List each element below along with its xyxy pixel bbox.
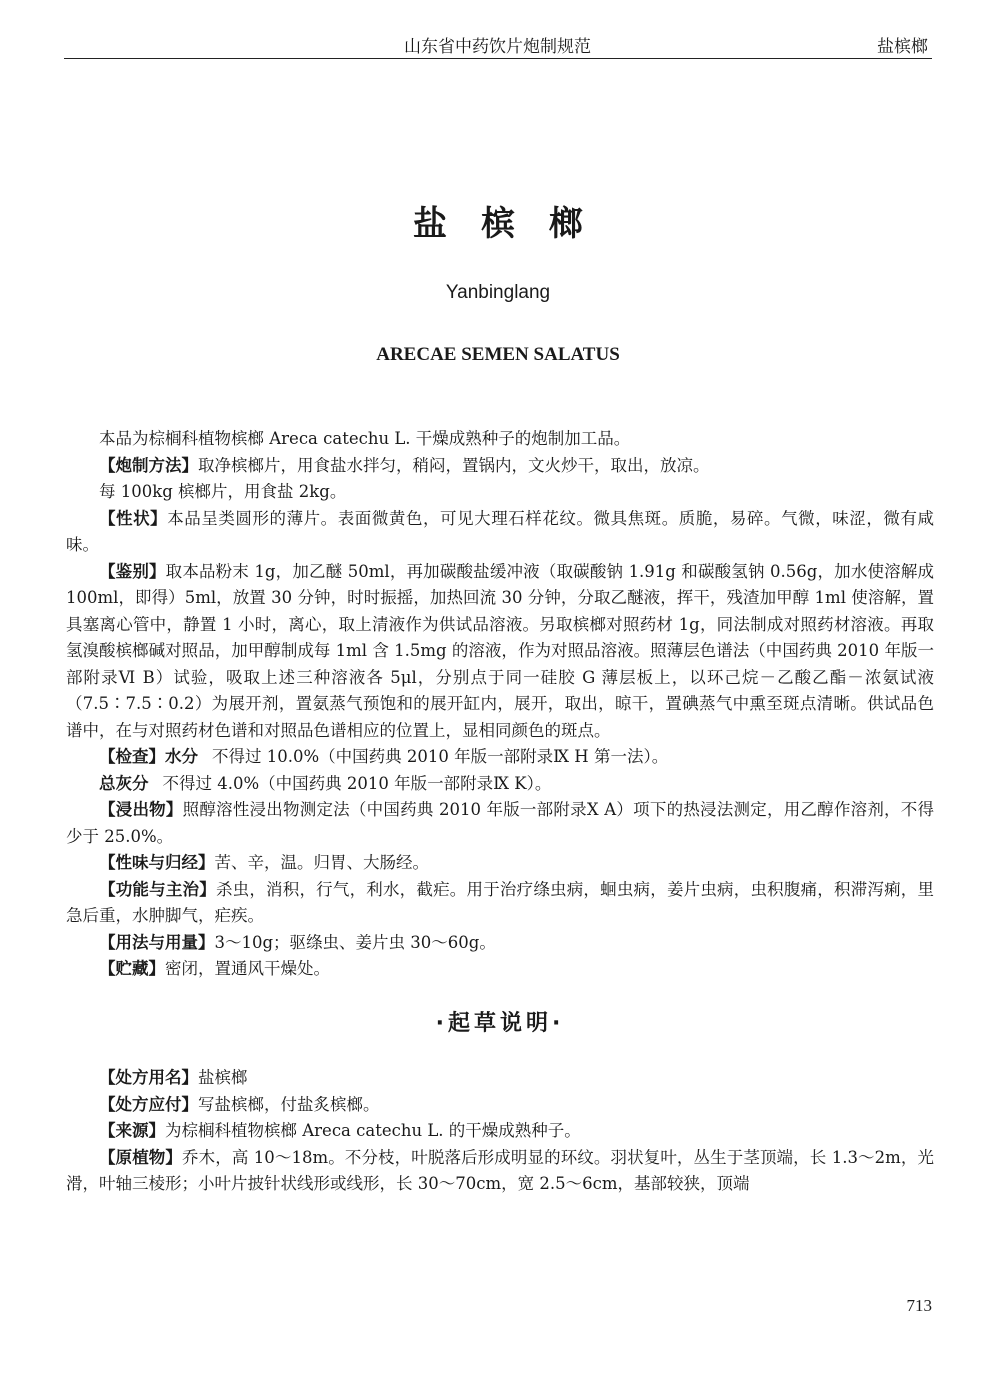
identification-section — [66, 559, 934, 745]
monograph-pinyin: Yanbinglang — [445, 282, 551, 303]
properties-label: 【性状】 — [99, 508, 168, 528]
processing-section — [66, 453, 934, 480]
dispensing-label: 【处方应付】 — [99, 1094, 198, 1114]
ash-label: 总灰分 — [99, 773, 149, 793]
plant-section — [66, 1145, 934, 1198]
prescription-name-section — [66, 1065, 934, 1092]
nature-section — [66, 850, 934, 877]
book-title: 山东省中药饮片炮制规范 — [404, 37, 591, 57]
moisture-text: 不得过 10.0%（中国药典 2010 年版一部附录Ⅸ H 第一法）。 — [212, 747, 669, 766]
prescription-name-label: 【处方用名】 — [99, 1068, 198, 1087]
prescription-name-text: 盐槟榔 — [198, 1068, 248, 1087]
function-text: 杀虫，消积，行气，利水，截疟。用于治疗绦虫病，蛔虫病，姜片虫病，虫积腹痛，积滞泻痢，里急后重，水肿脚气，疟疾。 — [66, 879, 935, 925]
processing-text: 取净槟榔片，用食盐水拌匀，稍闷，置锅内，文火炒干，取出，放凉。 — [198, 455, 710, 475]
plant-text: 乔木，高 10～18m。不分枝，叶脱落后形成明显的环纹。羽状复叶，丛生于茎顶端，长 1.3～2m，光滑，叶轴三棱形；小叶片披针状线形或线形，长 30～70cm，宽 2.5～6cm，基部较狭，顶端 — [66, 1147, 935, 1193]
nature-label: 【性味与归经】 — [99, 853, 215, 872]
intro-paragraph: 本品为棕榈科植物槟榔 Areca catechu L. 干燥成熟种子的炮制加工品。 — [99, 429, 631, 448]
plant-label: 【原植物】 — [99, 1147, 183, 1167]
moisture-label: 水分 — [165, 747, 198, 766]
identification-label: 【鉴别】 — [99, 561, 166, 581]
extract-text: 照醇溶性浸出物测定法（中国药典 2010 年版一部附录Ⅹ A）项下的热浸法测定，用乙醇作溶剂，不得少于 25.0%。 — [66, 800, 935, 846]
ash-text: 不得过 4.0%（中国药典 2010 年版一部附录Ⅸ K）。 — [162, 773, 552, 793]
monograph-title: 盐槟榔 — [413, 204, 617, 244]
properties-section — [66, 506, 934, 559]
properties-text: 本品呈类圆形的薄片。表面微黄色，可见大理石样花纹。微具焦斑。质脆，易碎。气微，味涩，微有咸味。 — [66, 508, 935, 554]
dispensing-section — [66, 1092, 934, 1119]
usage-label: 【用法与用量】 — [99, 932, 215, 952]
entry-title: 盐槟榔 — [877, 37, 928, 57]
usage-section — [66, 930, 934, 957]
identification-text: 取本品粉末 1g，加乙醚 50ml，再加碳酸盐缓冲液（取碳酸钠 1.91g 和碳酸氢钠 0.56g，加水使溶解成 100ml，即得）5ml，放置 30 分钟，时时振摇，加热回流 30 分钟，分取乙醚液，挥干，残渣加甲醇 1ml 使溶解，置具塞离心管中，静置 1 小时，离心，取上清液作为供试品溶液。另取槟榔对照药材 1g，同法制成对照药材溶液。再取氢溴酸槟榔碱对照品，加甲醇制成每 1ml 含 1.5mg 的溶液，作为对照品溶液。照薄层色谱法（中国药典 2010 年版一部附录Ⅵ B）试验，吸取上述三种溶液各 5μl，分别点于同一硅胶 G 薄层板上，以环己烷－乙酸乙酯－浓氨试液（7.5∶7.5∶0.2）为展开剂，置氨蒸气预饱和的展开缸内，展开，取出，晾干，置碘蒸气中熏至斑点清晰。供试品色谱中，在与对照药材色谱和对照品色谱相应的位置上，显相同颜色的斑点。 — [66, 561, 934, 740]
source-label: 【来源】 — [99, 1121, 165, 1140]
storage-label: 【贮藏】 — [99, 959, 165, 978]
ash-section — [66, 771, 934, 798]
page-number: 713 — [906, 1296, 932, 1315]
monograph-latin-name: ARECAE SEMEN SALATUS — [376, 344, 620, 365]
usage-text: 3～10g；驱绦虫、姜片虫 30～60g。 — [214, 932, 496, 952]
storage-section — [66, 956, 934, 983]
function-label: 【功能与主治】 — [99, 879, 216, 899]
processing-label: 【炮制方法】 — [99, 455, 198, 475]
inspection-section — [66, 744, 934, 771]
dispensing-text: 写盐槟榔，付盐炙槟榔。 — [198, 1094, 380, 1114]
extract-section — [66, 797, 934, 850]
storage-text: 密闭，置通风干燥处。 — [165, 959, 330, 978]
function-section — [66, 877, 934, 930]
running-header — [64, 30, 932, 59]
ratio-paragraph: 每 100kg 槟榔片，用食盐 2kg。 — [99, 482, 347, 501]
drafting-notes-heading: ·起草说明· — [435, 1010, 565, 1036]
nature-text: 苦、辛，温。归胃、大肠经。 — [214, 853, 429, 872]
extract-label: 【浸出物】 — [99, 800, 183, 819]
source-section — [66, 1118, 934, 1145]
source-text: 为棕榈科植物槟榔 Areca catechu L. 的干燥成熟种子。 — [165, 1121, 581, 1140]
inspection-label: 【检查】 — [99, 747, 165, 766]
monograph-body — [66, 426, 934, 1198]
